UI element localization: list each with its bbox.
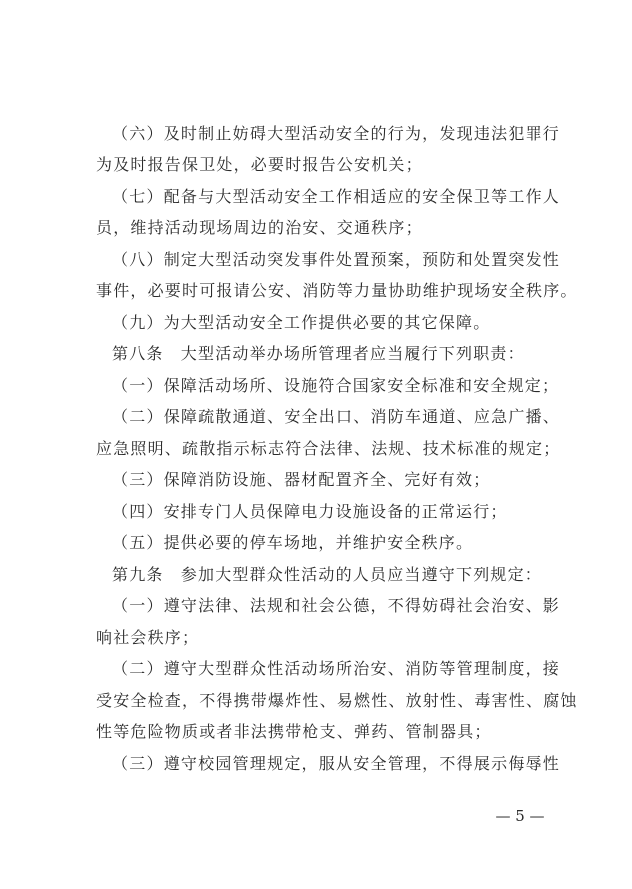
paragraph-line: 响社会秩序；: [96, 628, 200, 647]
paragraph-line: 员，维持活动现场周边的治安、交通秩序；: [96, 218, 423, 237]
article-heading-line: 第八条 大型活动举办场所管理者应当履行下列职责：: [112, 344, 525, 363]
paragraph-line: （一）保障活动场所、设施符合国家安全标准和安全规定；: [112, 376, 560, 395]
paragraph-line: 受安全检查，不得携带爆炸性、易燃性、放射性、毒害性、腐蚀: [96, 691, 578, 710]
paragraph-line: 性等危险物质或者非法携带枪支、弹药、管制器具；: [96, 722, 492, 741]
paragraph-line: （四）安排专门人员保障电力设施设备的正常运行；: [112, 502, 508, 521]
paragraph-line: 应急照明、疏散指示标志符合法律、法规、技术标准的规定；: [96, 439, 561, 458]
paragraph-line: 为及时报告保卫处，必要时报告公安机关；: [96, 155, 423, 174]
paragraph-line: （一）遵守法律、法规和社会公德，不得妨碍社会治安、影: [112, 596, 560, 615]
paragraph-line: （二）保障疏散通道、安全出口、消防车通道、应急广播、: [112, 407, 560, 426]
article-heading-line: 第九条 参加大型群众性活动的人员应当遵守下列规定：: [112, 565, 543, 584]
paragraph-line: （九）为大型活动安全工作提供必要的其它保障。: [112, 313, 491, 332]
paragraph-line: （七）配备与大型活动安全工作相适应的安全保卫等工作人: [112, 187, 560, 206]
paragraph-line: （八）制定大型活动突发事件处置预案，预防和处置突发性: [112, 250, 560, 269]
page-number: — 5 —: [495, 807, 545, 825]
paragraph-line: （六）及时制止妨碍大型活动安全的行为，发现违法犯罪行: [112, 124, 560, 143]
paragraph-line: （五）提供必要的停车场地，并维护安全秩序。: [112, 533, 474, 552]
paragraph-line: （三）遵守校园管理规定，服从安全管理，不得展示侮辱性: [112, 754, 560, 773]
paragraph-line: （三）保障消防设施、器材配置齐全、完好有效；: [112, 470, 491, 489]
paragraph-line: （二）遵守大型群众性活动场所治安、消防等管理制度，接: [112, 659, 560, 678]
paragraph-line: 事件，必要时可报请公安、消防等力量协助维护现场安全秩序。: [96, 281, 578, 300]
